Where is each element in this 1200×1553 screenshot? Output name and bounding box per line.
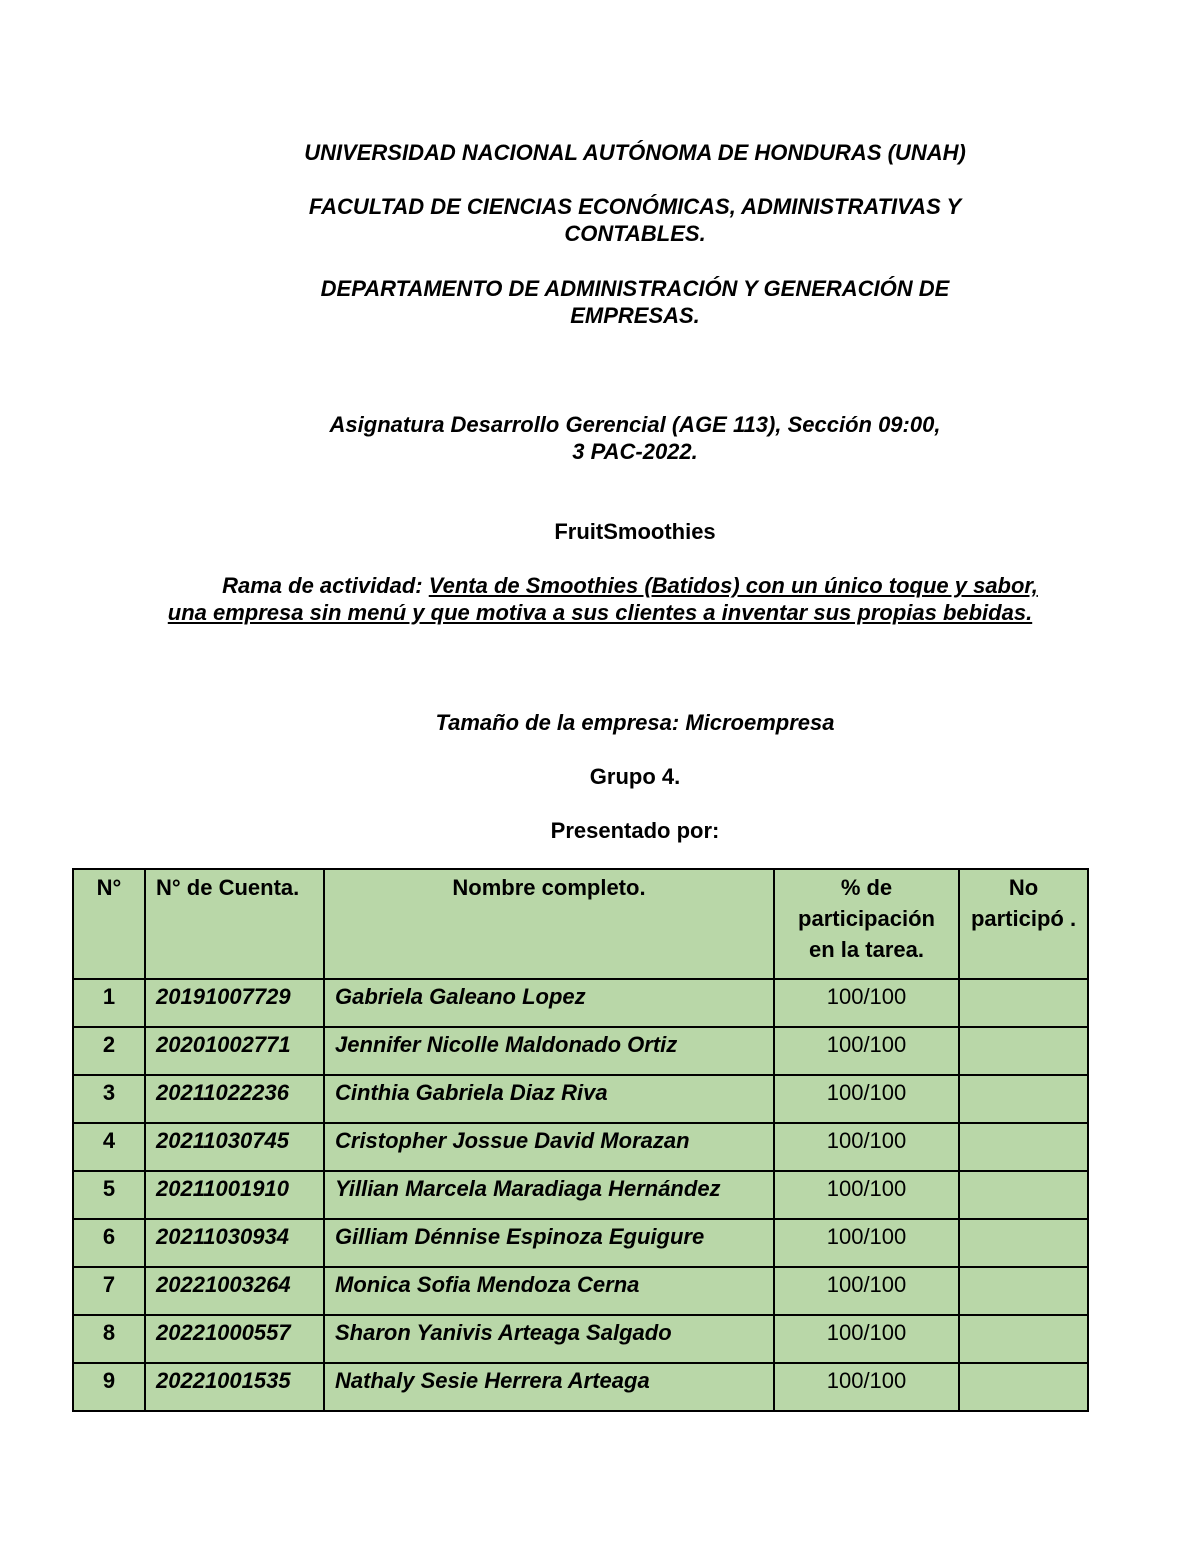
row-participation: 100/100 (774, 1267, 959, 1315)
table-row (73, 1171, 1088, 1219)
department-title: DEPARTAMENTO DE ADMINISTRACIÓN Y GENERACIÓN DE EMPRESAS. (320, 276, 950, 328)
row-account: 20211030745 (145, 1123, 324, 1171)
company-size: Tamaño de la empresa: Microempresa (435, 710, 835, 735)
header-not-participated: No participó . (959, 869, 1088, 979)
row-full-name: Yillian Marcela Maradiaga Hernández (324, 1171, 774, 1219)
row-number: 1 (73, 979, 145, 1027)
table-row (73, 1075, 1088, 1123)
activity-value: Venta de Smoothies (Batidos) con un único toque y sabor, una empresa sin menú y que motiva a sus clientes a inventar sus propias bebidas. (167, 573, 1038, 625)
header-number: N° (73, 869, 145, 979)
row-number: 8 (73, 1315, 145, 1363)
row-not-participated (959, 1219, 1088, 1267)
row-full-name: Sharon Yanivis Arteaga Salgado (324, 1315, 774, 1363)
university-title: UNIVERSIDAD NACIONAL AUTÓNOMA DE HONDURAS (UNAH) (304, 140, 966, 165)
table-row (73, 1315, 1088, 1363)
row-not-participated (959, 1315, 1088, 1363)
table-row (73, 1027, 1088, 1075)
presented-by: Presentado por: (550, 818, 720, 843)
row-not-participated (959, 979, 1088, 1027)
row-participation: 100/100 (774, 1075, 959, 1123)
row-not-participated (959, 1171, 1088, 1219)
row-not-participated (959, 1027, 1088, 1075)
header-account: N° de Cuenta. (145, 869, 324, 979)
row-participation: 100/100 (774, 1123, 959, 1171)
row-number: 3 (73, 1075, 145, 1123)
row-account: 20221000557 (145, 1315, 324, 1363)
row-number: 9 (73, 1363, 145, 1411)
row-full-name: Gilliam Dénnise Espinoza Eguigure (324, 1219, 774, 1267)
row-full-name: Nathaly Sesie Herrera Arteaga (324, 1363, 774, 1411)
row-account: 20221001535 (145, 1363, 324, 1411)
table-row (73, 979, 1088, 1027)
table-body (73, 979, 1088, 1411)
faculty-title: FACULTAD DE CIENCIAS ECONÓMICAS, ADMINISTRATIVAS Y CONTABLES. (308, 194, 962, 246)
row-participation: 100/100 (774, 979, 959, 1027)
table-row (73, 1363, 1088, 1411)
row-number: 6 (73, 1219, 145, 1267)
table-header-row (73, 869, 1088, 979)
row-participation: 100/100 (774, 1363, 959, 1411)
row-not-participated (959, 1267, 1088, 1315)
row-number: 7 (73, 1267, 145, 1315)
row-number: 5 (73, 1171, 145, 1219)
row-not-participated (959, 1123, 1088, 1171)
row-account: 20201002771 (145, 1027, 324, 1075)
row-full-name: Jennifer Nicolle Maldonado Ortiz (324, 1027, 774, 1075)
table-row (73, 1219, 1088, 1267)
row-participation: 100/100 (774, 1171, 959, 1219)
row-participation: 100/100 (774, 1219, 959, 1267)
row-account: 20221003264 (145, 1267, 324, 1315)
row-account: 20211001910 (145, 1171, 324, 1219)
header-full-name: Nombre completo. (324, 869, 774, 979)
members-table (72, 868, 1089, 1412)
row-number: 2 (73, 1027, 145, 1075)
row-account: 20211030934 (145, 1219, 324, 1267)
row-account: 20211022236 (145, 1075, 324, 1123)
row-number: 4 (73, 1123, 145, 1171)
course-info: Asignatura Desarrollo Gerencial (AGE 113), Sección 09:00, 3 PAC-2022. (329, 412, 941, 464)
header-participation: % de participación en la tarea. (774, 869, 959, 979)
table-row (73, 1267, 1088, 1315)
row-full-name: Cristopher Jossue David Morazan (324, 1123, 774, 1171)
row-participation: 100/100 (774, 1027, 959, 1075)
table-row (73, 1123, 1088, 1171)
group-label: Grupo 4. (589, 764, 681, 789)
row-not-participated (959, 1075, 1088, 1123)
row-account: 20191007729 (145, 979, 324, 1027)
row-full-name: Cinthia Gabriela Diaz Riva (324, 1075, 774, 1123)
row-participation: 100/100 (774, 1315, 959, 1363)
activity-label: Rama de actividad: (222, 573, 429, 598)
row-full-name: Monica Sofia Mendoza Cerna (324, 1267, 774, 1315)
activity-paragraph (150, 572, 1050, 626)
row-full-name: Gabriela Galeano Lopez (324, 979, 774, 1027)
company-name: FruitSmoothies (554, 519, 716, 544)
row-not-participated (959, 1363, 1088, 1411)
